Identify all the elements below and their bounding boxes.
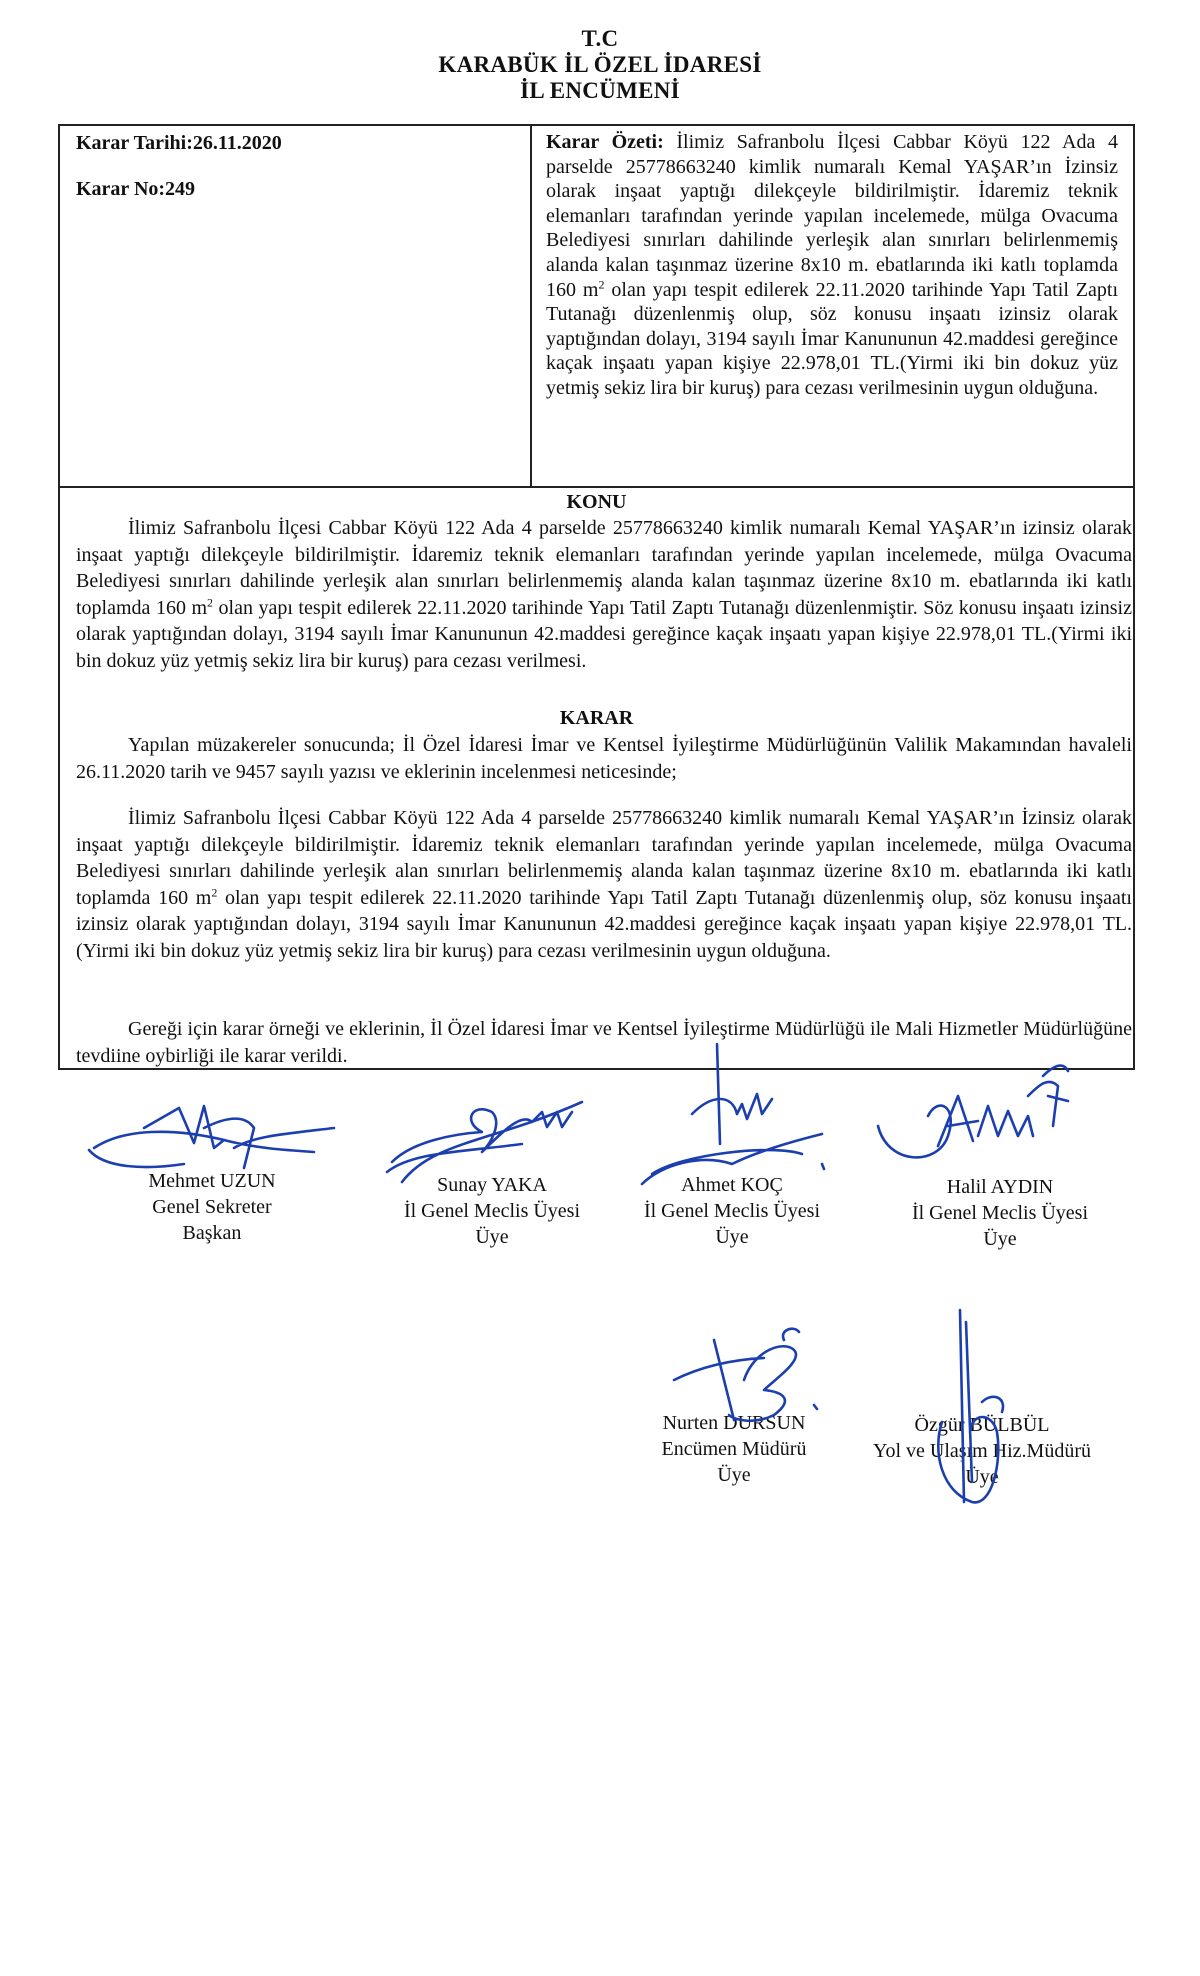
summary-text-part1: İlimiz Safranbolu İlçesi Cabbar Köyü 122 Ada 4 parselde 25778663240 kimlik numaralı Kemal YAŞAR’ın İzinsiz olarak inşaat yaptığı dilekçeyle bildirilmiştir. İdaremiz teknik elemanları tarafından yerinde yapılan incelemede, mülga Ovacuma Belediyesi sınırları dahilinde yerleşik alan sınırları belirlenmemiş alanda kalan taşınmaz üzerine 8x10 m. ebatlarında iki katlı toplamda 160 m xyxy=(546,131,1118,301)
karar-body-part1: İlimiz Safranbolu İlçesi Cabbar Köyü 122 Ada 4 parselde 25778663240 kimlik numaralı Kemal YAŞAR’ın İzinsiz olarak inşaat yaptığı dilekçeyle bildirilmiştir. İdaremiz teknik elemanları tarafından yerinde yapılan incelemede, mülga Ovacuma Belediyesi sınırları dahilinde yerleşik alan sınırları belirlenmemiş alanda kalan taşınmaz üzerine 8x10 m. ebatlarında iki katlı toplamda 160 m xyxy=(76,807,1132,909)
signer-title-3: İl Genel Meclis Üyesi xyxy=(643,1200,821,1222)
summary-text-part2: olan yapı tespit edilerek 22.11.2020 tarihinde Yapı Tatil Zaptı Tutanağı düzenlenmiş olup, söz konusu inşaatı izinsiz olarak yaptığından dolayı, 3194 sayılı İmar Kanununun 42.maddesi gereğince kaçak inşaatı yapan kişiye 22.978,01 TL.(Yirmi iki bin dokuz yüz yetmiş sekiz lira bir kuruş) para cezası verilmesinin uygun olduğuna. xyxy=(546,278,1118,399)
signer-role-5: Üye xyxy=(717,1464,751,1486)
karar-title: KARAR xyxy=(559,707,634,729)
karar-intro: Yapılan müzakereler sonucunda; İl Özel İdaresi İmar ve Kentsel İyileştirme Müdürlüğünün Valilik Makamından havaleli 26.11.2020 tarih ve 9457 sayılı yazısı ve eklerinin incelenmesi neticesinde; xyxy=(76,734,1132,783)
signer-role-1: Başkan xyxy=(182,1222,242,1244)
column-divider xyxy=(530,124,532,487)
signature-block-5 xyxy=(614,1410,854,1488)
signer-name-4: Halil AYDIN xyxy=(946,1176,1054,1198)
signer-title-4: İl Genel Meclis Üyesi xyxy=(911,1202,1089,1224)
signer-title-2: İl Genel Meclis Üyesi xyxy=(403,1200,581,1222)
signer-title-1: Genel Sekreter xyxy=(152,1196,272,1218)
karar-body-superscript: 2 xyxy=(211,885,218,900)
summary-superscript: 2 xyxy=(598,276,605,291)
signer-name-2: Sunay YAKA xyxy=(437,1174,547,1196)
decision-meta xyxy=(76,131,282,223)
signer-name-3: Ahmet KOÇ xyxy=(681,1174,783,1196)
row-divider xyxy=(58,486,1135,488)
signature-block-1 xyxy=(92,1168,332,1246)
header-country: T.C xyxy=(581,26,619,51)
konu-paragraph xyxy=(76,515,1132,675)
konu-superscript: 2 xyxy=(207,595,214,610)
konu-title: KONU xyxy=(566,491,627,513)
signer-role-6: Üye xyxy=(965,1466,999,1488)
header-council: İL ENCÜMENİ xyxy=(520,78,680,103)
karar-body xyxy=(76,805,1132,965)
signature-block-3 xyxy=(612,1172,852,1250)
karar-body-part2: olan yapı tespit edilerek 22.11.2020 tarihinde Yapı Tatil Zaptı Tutanağı düzenlenmiş olup, söz konusu inşaatı izinsiz olarak yaptığından dolayı, 3194 sayılı İmar Kanununun 42.maddesi gereğince kaçak inşaatı yapan kişiye 22.978,01 TL.(Yirmi iki bin dokuz yüz yetmiş sekiz lira bir kuruş) para cezası verilmesinin uygun olduğuna. xyxy=(76,886,1132,962)
signer-name-1: Mehmet UZUN xyxy=(148,1170,276,1192)
signature-block-6 xyxy=(862,1412,1102,1490)
summary-label: Karar Özeti: xyxy=(546,131,664,153)
signer-role-2: Üye xyxy=(475,1226,509,1248)
decision-date: Karar Tarihi:26.11.2020 xyxy=(76,132,282,154)
signature-block-2 xyxy=(372,1172,612,1250)
karar-closing: Gereği için karar örneği ve eklerinin, İl Özel İdaresi İmar ve Kentsel İyileştirme Müdürlüğü ile Mali Hizmetler Müdürlüğüne tevdiine oybirliği ile karar verildi. xyxy=(76,1018,1132,1067)
signer-title-5: Encümen Müdürü xyxy=(661,1438,807,1460)
signature-block-4 xyxy=(880,1174,1120,1252)
decision-number: Karar No:249 xyxy=(76,178,196,200)
signer-name-5: Nurten DURSUN xyxy=(662,1412,806,1434)
document-header xyxy=(0,26,1200,104)
signer-title-6: Yol ve Ulaşım Hiz.Müdürü xyxy=(873,1440,1091,1462)
decision-summary xyxy=(546,130,1118,401)
header-institution: KARABÜK İL ÖZEL İDARESİ xyxy=(438,52,762,77)
signer-role-4: Üye xyxy=(983,1228,1017,1250)
konu-text-part2: olan yapı tespit edilerek 22.11.2020 tarihinde Yapı Tatil Zaptı Tutanağı düzenlenmiştir. Söz konusu inşaatı izinsiz olarak yaptığından dolayı, 3194 sayılı İmar Kanununun 42.maddesi gereğince kaçak inşaatı yapan kişiye 22.978,01 TL.(Yirmi iki bin dokuz yüz yetmiş sekiz lira bir kuruş) para cezası verilmesi. xyxy=(76,596,1132,672)
signer-role-3: Üye xyxy=(715,1226,749,1248)
signer-name-6: Özgür BÜLBÜL xyxy=(914,1414,1050,1436)
konu-text-part1: İlimiz Safranbolu İlçesi Cabbar Köyü 122 Ada 4 parselde 25778663240 kimlik numaralı Kemal YAŞAR’ın izinsiz olarak inşaat yaptığı dilekçeyle bildirilmiştir. İdaremiz teknik elemanları tarafından yerinde yapılan incelemede, mülga Ovacuma Belediyesi sınırları dahilinde yerleşik alan sınırları belirlenmemiş alanda kalan taşınmaz üzerine 8x10 m. ebatlarında iki katlı toplamda 160 m xyxy=(76,517,1132,619)
